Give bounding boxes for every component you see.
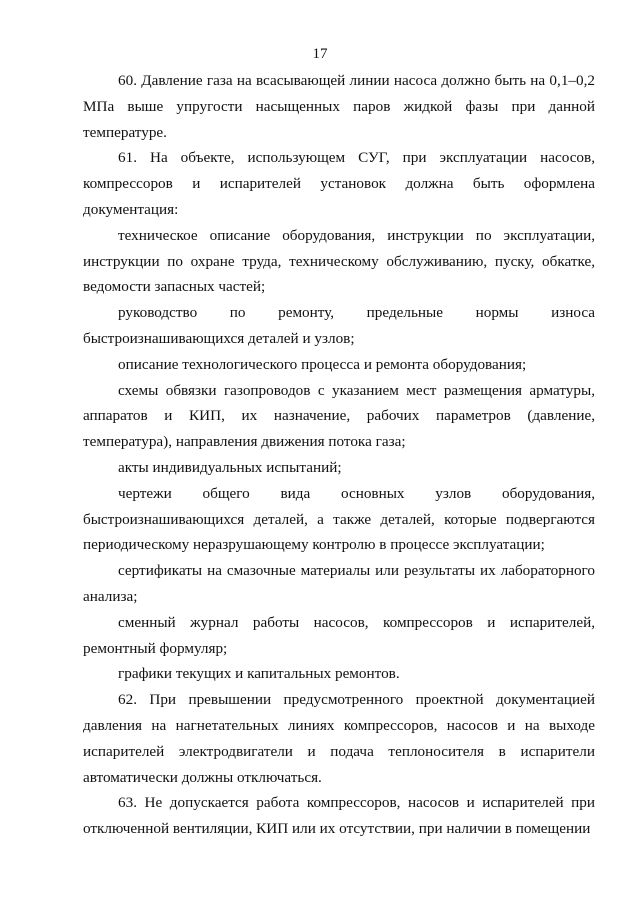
list-item-shift-log: сменный журнал работы насосов, компрессоров и испарителей, ремонтный формуляр; — [83, 613, 595, 657]
list-item-technical-description: техническое описание оборудования, инструкции по эксплуатации, инструкции по охране труда, техническому обслуживанию, пуску, обкатке, ведомости запасных частей; — [83, 226, 595, 296]
paragraph-62-overpressure-shutdown: 62. При превышении предусмотренного проектной документацией давления на нагнетательных линиях компрессоров, насосов и на выходе испарителей электродвигатели и подача теплоносителя в испарители автоматически должны отключаться. — [83, 691, 595, 786]
list-item-repair-schedules: графики текущих и капитальных ремонтов. — [118, 665, 400, 683]
document-body — [83, 68, 595, 842]
list-item-test-acts: акты индивидуальных испытаний; — [118, 458, 342, 476]
list-item-repair-manual: руководство по ремонту, предельные нормы износа быстроизнашивающихся деталей и узлов; — [83, 304, 595, 347]
list-item-lubricant-certificates: сертификаты на смазочные материалы или результаты их лабораторного анализа; — [83, 562, 595, 605]
paragraph-61-documentation: 61. На объекте, использующем СУГ, при эксплуатации насосов, компрессоров и испарителей установок должна быть оформлена документация: — [83, 149, 595, 218]
page-number: 17 — [312, 46, 328, 62]
paragraph-60-gas-pressure: 60. Давление газа на всасывающей линии насоса должно быть на 0,1–0,2 МПа выше упругости насыщенных паров жидкой фазы при данной температуре. — [83, 72, 595, 141]
paragraph-63-operation-prohibited: 63. Не допускается работа компрессоров, насосов и испарителей при отключенной вентиляции, КИП или их отсутствии, при наличии в помещении — [83, 794, 595, 838]
list-item-piping-schemes: схемы обвязки газопроводов с указанием мест размещения арматуры, аппаратов и КИП, их назначение, рабочих параметров (давление, температура), направления движения потока газа; — [83, 381, 595, 451]
list-item-process-description: описание технологического процесса и ремонта оборудования; — [118, 355, 527, 373]
list-item-drawings: чертежи общего вида основных узлов оборудования, быстроизнашивающихся деталей, а также деталей, которые подвергаются периодическому неразрушающему контролю в процессе эксплуатации; — [83, 484, 595, 554]
